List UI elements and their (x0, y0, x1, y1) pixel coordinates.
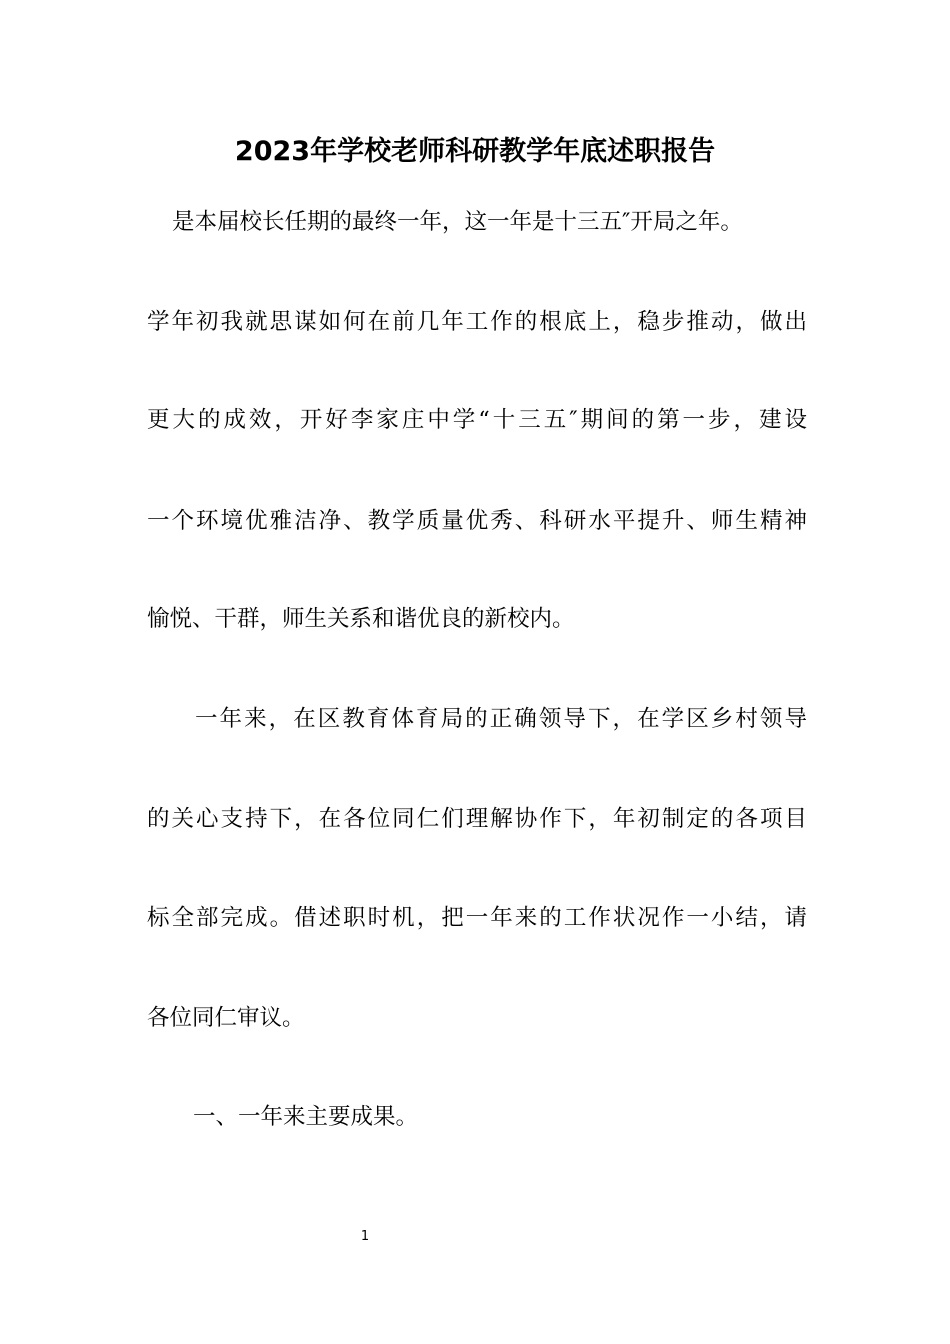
paragraph-line: 的关心支持下，在各位同仁们理解协作下，年初制定的各项目 (147, 806, 807, 832)
paragraph-line: 标全部完成。借述职时机，把一年来的工作状况作一小结，请 (147, 905, 807, 931)
paragraph-line: 是本届校长任期的最终一年，这一年是十三五″开局之年。 (172, 209, 743, 235)
section-heading: 一、一年来主要成果。 (193, 1104, 419, 1130)
paragraph-line: 各位同仁审议。 (147, 1005, 305, 1031)
paragraph-line: 愉悦、干群，师生关系和谐优良的新校内。 (147, 606, 575, 632)
paragraph-line: 一个环境优雅洁净、教学质量优秀、科研水平提升、师生精神 (147, 508, 807, 534)
page-number: 1 (360, 1229, 370, 1244)
paragraph-line: 一年来，在区教育体育局的正确领导下，在学区乡村领导 (195, 706, 807, 732)
paragraph-line: 更大的成效，开好李家庄中学“十三五″期间的第一步，建设 (147, 407, 807, 433)
paragraph-line: 学年初我就思谋如何在前几年工作的根底上，稳步推动，做出 (147, 309, 807, 335)
document-title: 2023年学校老师科研教学年底述职报告 (234, 136, 716, 167)
